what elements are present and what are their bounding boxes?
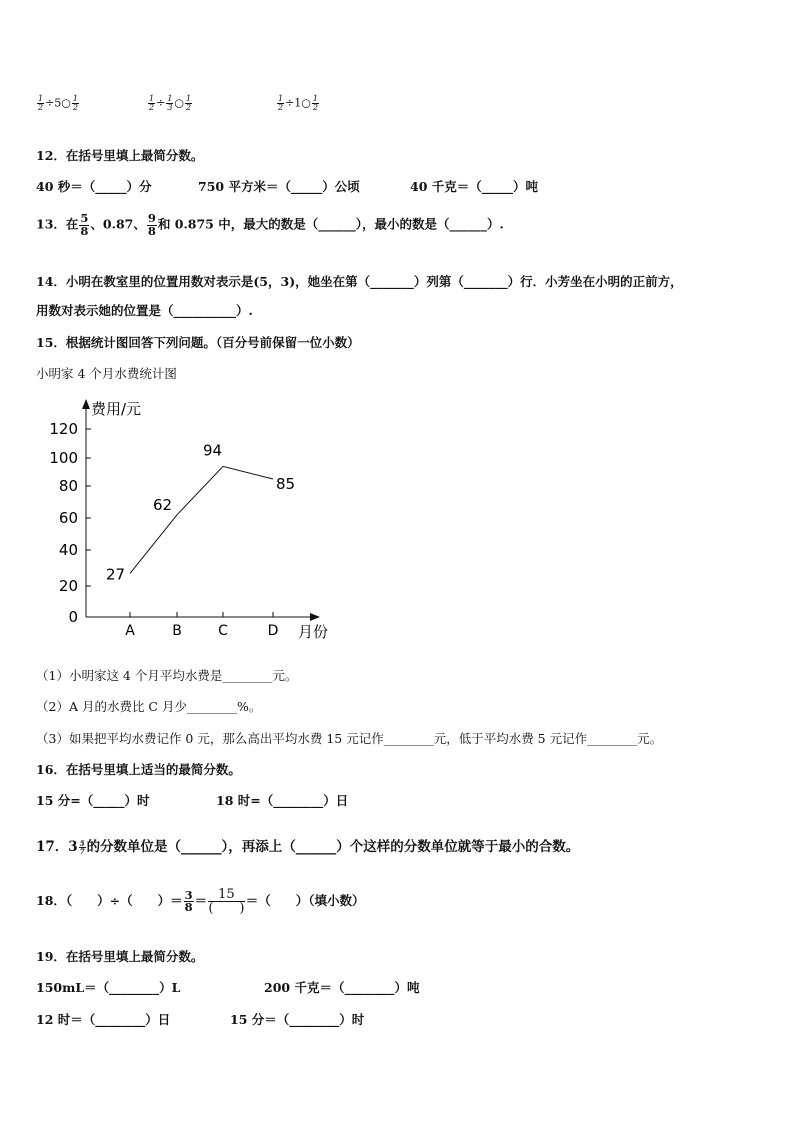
q15-sub-3: （3）如果把平均水费记作 0 元，那么高出平均水费 15 元记作________元，低于平均水费 5 元记作________元。 <box>36 731 663 746</box>
q15-sub-2: （2）A 月的水费比 C 月少________%。 <box>36 699 262 714</box>
data-label: 85 <box>276 475 296 493</box>
q12-title: 12．在括号里填上最简分数。 <box>36 148 204 163</box>
y-tick-label: 0 <box>68 608 78 626</box>
q17-line: 17．3 $\frac{5}{7}$ 的分数单位是（______），再添上（______）个这样的分数单位就等于最小的合数。 <box>36 839 580 856</box>
q14-line-1: 14．小明在教室里的位置用数对表示是(5，3)，她坐在第（_______）列第（_______）行．小芳坐在小明的正前方， <box>36 274 683 289</box>
chart-title: 小明家 4 个月水费统计图 <box>36 366 177 381</box>
q19-item-4: 15 分＝（________）时 <box>230 1012 365 1027</box>
q19-item-1: 150mL＝（________）L <box>36 980 181 995</box>
x-tick-label: D <box>267 623 279 639</box>
y-axis-label: 费用/元 <box>91 400 142 418</box>
data-label: 94 <box>203 441 223 460</box>
y-tick-label: 20 <box>58 577 78 595</box>
q13-line: 13．在 $\frac{5}{8}$ 、0.87、 $\frac{9}{8}$ 和 0.875 中，最大的数是（______），最小的数是（______）. <box>36 211 504 238</box>
data-label: 62 <box>153 495 173 514</box>
compare-item-3: $\frac{1}{2}$ ÷1○ $\frac{1}{2}$ <box>278 94 319 112</box>
q15-sub-1: （1）小明家这 4 个月平均水费是________元。 <box>36 668 298 683</box>
series-line <box>130 466 273 573</box>
compare-item-1: $\frac{1}{2}$ ÷5○ $\frac{1}{2}$ <box>38 94 79 112</box>
q19-item-2: 200 千克＝（________）吨 <box>264 980 420 995</box>
y-tick-label: 60 <box>58 509 78 527</box>
compare-item-2: $\frac{1}{2}$ ÷ $\frac{1}{3}$ ○ $\frac{1}{2}$ <box>149 94 192 112</box>
x-axis-arrow <box>310 613 320 621</box>
q16-title: 16．在括号里填上适当的最简分数。 <box>36 762 241 777</box>
q12-item-1: 40 秒＝（_____）分 <box>36 179 152 194</box>
data-label-group <box>106 441 295 583</box>
q14-line-2: 用数对表示她的位置是（__________）. <box>36 303 253 318</box>
x-axis-label: 月份 <box>298 623 329 641</box>
water-fee-line-chart <box>36 395 396 645</box>
y-tick-label: 40 <box>58 541 78 559</box>
y-tick-label: 80 <box>58 477 78 495</box>
q15-title: 15．根据统计图回答下列问题。（百分号前保留一位小数） <box>36 335 360 350</box>
q18-line: 18．（ ）÷（ ）＝ $\frac{3}{8}$ ＝ $\frac{15}{( )}$ ＝（ ）（填小数） <box>36 887 365 916</box>
y-tick-label: 120 <box>49 420 78 438</box>
y-tick-label: 100 <box>49 449 78 467</box>
x-tick-label: C <box>218 623 228 639</box>
q12-item-2: 750 平方米＝（_____）公顷 <box>198 179 360 194</box>
x-tick-label: B <box>172 623 182 639</box>
y-tick-group <box>49 420 91 626</box>
q19-item-3: 12 时＝（________）日 <box>36 1012 171 1027</box>
q19-title: 19．在括号里填上最简分数。 <box>36 949 204 964</box>
x-tick-label: A <box>125 623 135 639</box>
data-label: 27 <box>106 565 126 584</box>
q16-item-1: 15 分=（_____）时 <box>36 793 150 808</box>
q12-item-3: 40 千克＝（_____）吨 <box>410 179 538 194</box>
q16-item-2: 18 时=（________）日 <box>216 793 349 808</box>
y-axis-arrow <box>82 399 90 409</box>
x-tick-group <box>125 612 278 639</box>
